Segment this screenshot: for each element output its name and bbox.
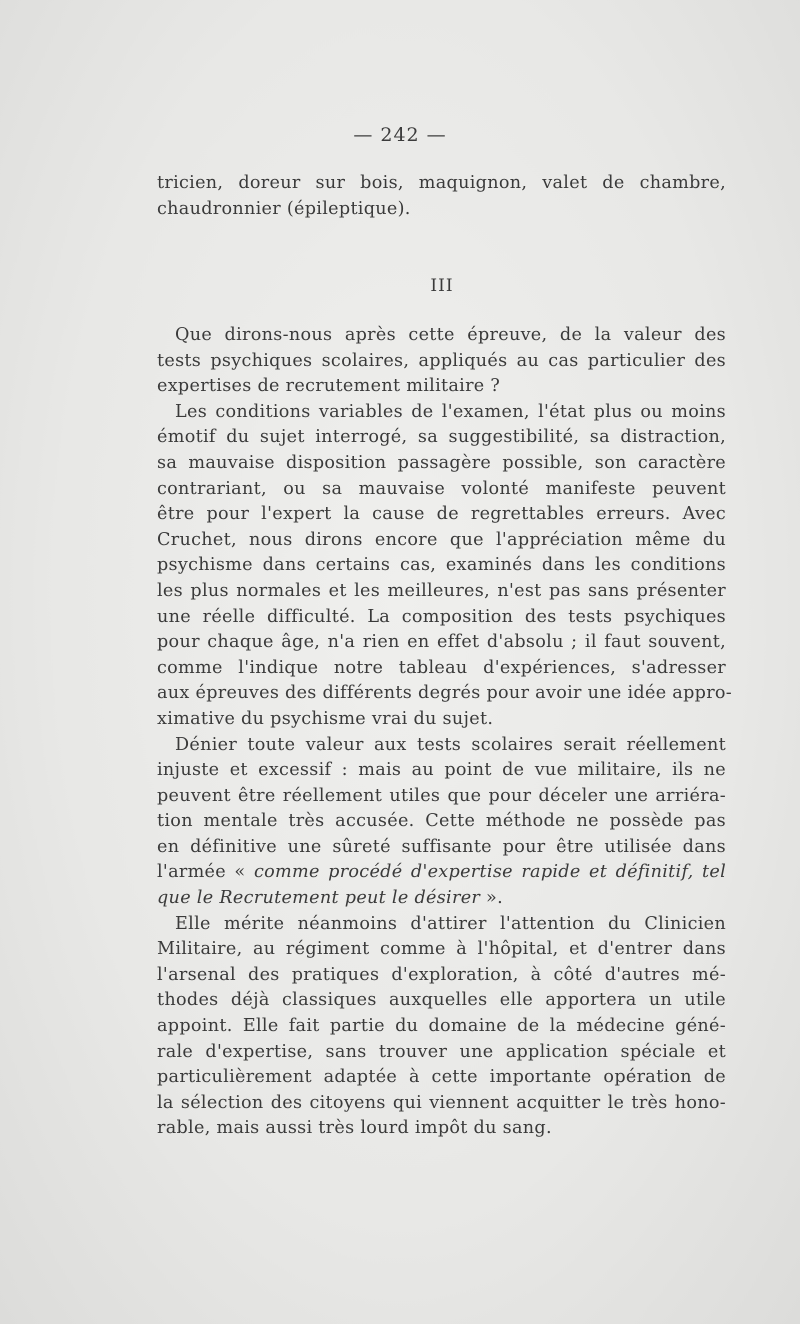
text-line: appoint. Elle fait partie du domaine de la médecine géné-: [157, 1016, 726, 1037]
text-line-mixed: [157, 886, 726, 912]
text-line: comme l'indique notre tableau d'expériences, s'adresser: [157, 657, 726, 678]
paragraph: [157, 400, 733, 733]
section-heading: III: [430, 276, 454, 296]
text-line: psychisme dans certains cas, examinés dans les conditions: [157, 555, 726, 576]
paragraph: [157, 912, 726, 1142]
text-line: être pour l'expert la cause de regrettables erreurs. Avec: [157, 504, 726, 525]
text-line: thodes déjà classiques auxquelles elle apportera un utile: [157, 990, 726, 1011]
text-line: expertises de recrutement militaire ?: [157, 376, 501, 397]
paragraph: [157, 323, 726, 400]
intro-text: [157, 171, 726, 222]
text-line: tricien, doreur sur bois, maquignon, valet de chambre,: [157, 173, 726, 193]
paragraph: [157, 733, 726, 912]
italic-quote: comme procédé d'expertise rapide et définitif, tel: [253, 862, 726, 883]
text-line: ximative du psychisme vrai du sujet.: [157, 708, 494, 729]
body-text: [157, 323, 733, 1142]
text-line-mixed: [157, 860, 726, 886]
text-line: aux épreuves des différents degrés pour avoir une idée appro-: [157, 683, 733, 704]
text-line: sa mauvaise disposition passagère possible, son caractère: [157, 452, 726, 473]
text-line: Que dirons-nous après cette épreuve, de la valeur des: [175, 325, 726, 345]
text-line: les plus normales et les meilleures, n'est pas sans présenter: [157, 580, 726, 601]
text-line: l'arsenal des pratiques d'exploration, à côté d'autres mé-: [157, 964, 726, 985]
text-line: une réelle difficulté. La composition des tests psychiques: [157, 606, 726, 627]
text-line: Cruchet, nous dirons encore que l'appréciation même du: [157, 529, 726, 550]
italic-quote: que le Recrutement peut le désirer: [157, 888, 481, 909]
text-line: émotif du sujet interrogé, sa suggestibilité, sa distraction,: [157, 427, 726, 448]
text-line: Les conditions variables de l'examen, l'état plus ou moins: [175, 401, 726, 422]
text-line: rale d'expertise, sans trouver une application spéciale et: [157, 1041, 726, 1062]
text-line: Militaire, au régiment comme à l'hôpital, et d'entrer dans: [157, 939, 726, 960]
text-line: rable, mais aussi très lourd impôt du sang.: [157, 1118, 552, 1139]
text-line: chaudronnier (épileptique).: [157, 198, 411, 219]
text-line: contrariant, ou sa mauvaise volonté manifeste peuvent: [157, 478, 726, 499]
text-line: tests psychiques scolaires, appliqués au cas particulier des: [157, 350, 726, 371]
plain-text: l'armée «: [157, 862, 254, 883]
page-number-header: — 242 —: [353, 124, 447, 146]
text-line: en définitive une sûreté suffisante pour être utilisée dans: [157, 836, 726, 857]
text-line: Elle mérite néanmoins d'attirer l'attention du Clinicien: [175, 913, 726, 934]
plain-text: ».: [480, 888, 503, 909]
text-line: pour chaque âge, n'a rien en effet d'absolu ; il faut souvent,: [157, 632, 726, 653]
text-line: la sélection des citoyens qui viennent acquitter le très hono-: [157, 1092, 726, 1113]
text-line: injuste et excessif : mais au point de vue militaire, ils ne: [157, 760, 726, 781]
text-line: tion mentale très accusée. Cette méthode ne possède pas: [157, 811, 726, 832]
text-line: peuvent être réellement utiles que pour déceler une arriéra-: [157, 785, 726, 806]
text-line: Dénier toute valeur aux tests scolaires serait réellement: [175, 734, 726, 755]
text-line: particulièrement adaptée à cette importante opération de: [157, 1067, 726, 1088]
